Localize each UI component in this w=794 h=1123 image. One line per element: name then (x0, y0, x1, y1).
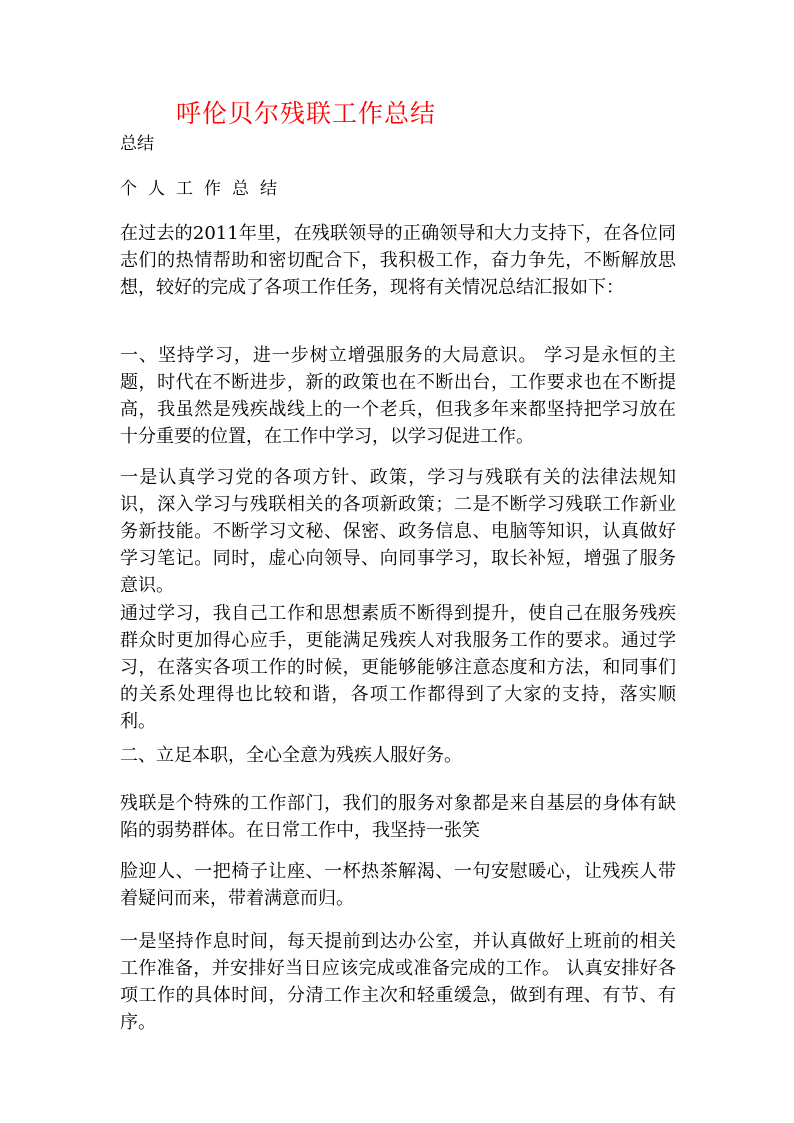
paragraph-study-detail: 一是认真学习党的各项方针、政策，学习与残联有关的法律法规知识，深入学习与残联相关的各项新政策；二是不断学习残联工作新业务新技能。不断学习文秘、保密、政务信息、电脑等知识，认真做好学习笔记。同时，虚心向领导、向同事学习，取长补短，增强了服务意识。 (120, 467, 676, 596)
document-title: 呼伦贝尔残联工作总结 (176, 99, 437, 128)
paragraph-study-heading: 一、坚持学习，进一步树立增强服务的大局意识。 学习是永恒的主题，时代在不断进步，新的政策也在不断出台，工作要求也在不断提高，我虽然是残疾战线上的一个老兵，但我多年来都坚持把学习放在十分重要的位置，在工作中学习，以学习促进工作。 (120, 345, 676, 447)
paragraph-service-heading: 二、立足本职，全心全意为残疾人服好务。 (120, 745, 462, 766)
paragraph-service-welcome: 脸迎人、一把椅子让座、一杯热茶解渴、一句安慰暖心，让残疾人带着疑问而来，带着满意而归。 (120, 861, 676, 909)
paragraph-study-result: 通过学习，我自己工作和思想素质不断得到提升，使自己在服务残疾群众时更加得心应手，更能满足残疾人对我服务工作的要求。通过学习，在落实各项工作的时候，更能够能够注意态度和方法，和同事们的关系处理得也比较和谐，各项工作都得到了大家的支持，落实顺利。 (120, 603, 676, 732)
paragraph-schedule: 一是坚持作息时间，每天提前到达办公室，并认真做好上班前的相关工作准备，并安排好当日应该完成或准备完成的工作。 认真安排好各项工作的具体时间，分清工作主次和轻重缓急，做到有理、有节、有序。 (120, 931, 676, 1033)
section-heading: 个人工作总结 (120, 179, 288, 199)
document-subtitle: 总结 (120, 134, 154, 154)
paragraph-service-intro: 残联是个特殊的工作部门，我们的服务对象都是来自基层的身体有缺陷的弱势群体。在日常工作中，我坚持一张笑 (120, 793, 676, 841)
paragraph-intro: 在过去的2011年里，在残联领导的正确领导和大力支持下，在各位同志们的热情帮助和密切配合下，我积极工作，奋力争先，不断解放思想，较好的完成了各项工作任务，现将有关情况总结汇报如下： (120, 223, 676, 298)
